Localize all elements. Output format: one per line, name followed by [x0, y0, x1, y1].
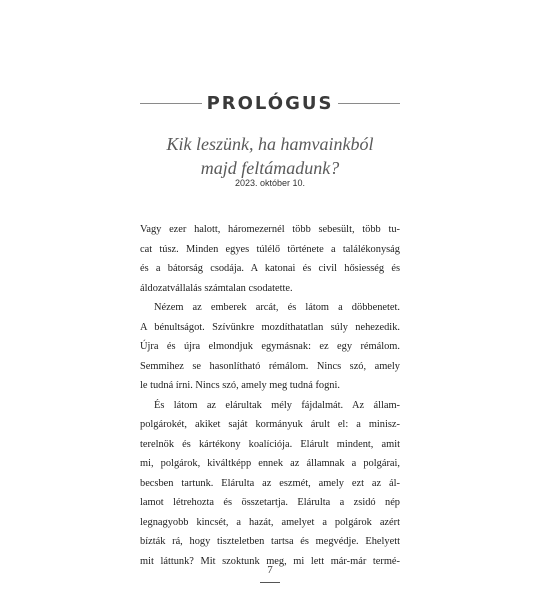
text-line: le tudná írni. Nincs szó, amely meg tudná fogni. [140, 380, 340, 391]
text-line: cat túsz. Minden egyes túlélő története a találékonyság [140, 243, 400, 255]
subtitle-line: majd feltámadunk? [200, 158, 340, 178]
text-line: mi, polgárok, kiváltképp ennek az államnak a polgárai, [140, 458, 400, 469]
chapter-title: PROLÓGUS [206, 92, 334, 114]
text-line: Nézem az emberek arcát, és látom a döbbenetet. [154, 302, 400, 313]
subtitle-line: Kik leszünk, ha hamvainkból [166, 134, 374, 154]
text-line: Vagy ezer halott, háromezernél több sebesült, több tu- [140, 224, 400, 235]
page-number-rule [260, 582, 280, 583]
text-line: Újra és újra elmondjuk egymásnak: ez egy rémálom. [140, 341, 400, 352]
text-line: és a bátorság csodája. A katonai és civil hősiesség és [140, 263, 400, 274]
text-line: bízták rá, hogy tiszteletben tartsa és megvédje. Ehelyett [140, 536, 400, 547]
text-line: mit láttunk? Mit szoktunk meg, mi lett már-már termé- [140, 555, 400, 567]
text-line: becsben tartunk. Elárulta az eszmét, amely ezt az ál- [140, 477, 400, 489]
chapter-subtitle [140, 132, 400, 180]
text-line: legnagyobb kincsét, a hazát, amelyet a polgárok azért [140, 516, 400, 528]
text-line: A bénultságot. Szívünkre mozdíthatatlan súly nehezedik. [140, 321, 400, 333]
chapter-heading [140, 90, 400, 116]
text-line: lamot létrehozta és összetartja. Elárulta a zsidó nép [140, 497, 400, 508]
text-line: polgárokét, akiket saját kormányuk árult el: a minisz- [140, 419, 400, 430]
heading-rule-right [338, 103, 400, 104]
chapter-date: 2023. október 10. [234, 178, 306, 188]
text-line: Semmihez se hasonlítható rémálom. Nincs szó, amely [140, 360, 400, 372]
text-line: terelnök és kártékony koalíciója. Elárult mindent, amit [140, 438, 400, 450]
page-number: 7 [267, 564, 273, 576]
heading-rule-left [140, 103, 202, 104]
text-line: áldozatvállalás számtalan csodatette. [140, 282, 293, 294]
text-line: És látom az elárultak mély fájdalmát. Az állam- [154, 399, 400, 411]
body-text [140, 220, 400, 571]
